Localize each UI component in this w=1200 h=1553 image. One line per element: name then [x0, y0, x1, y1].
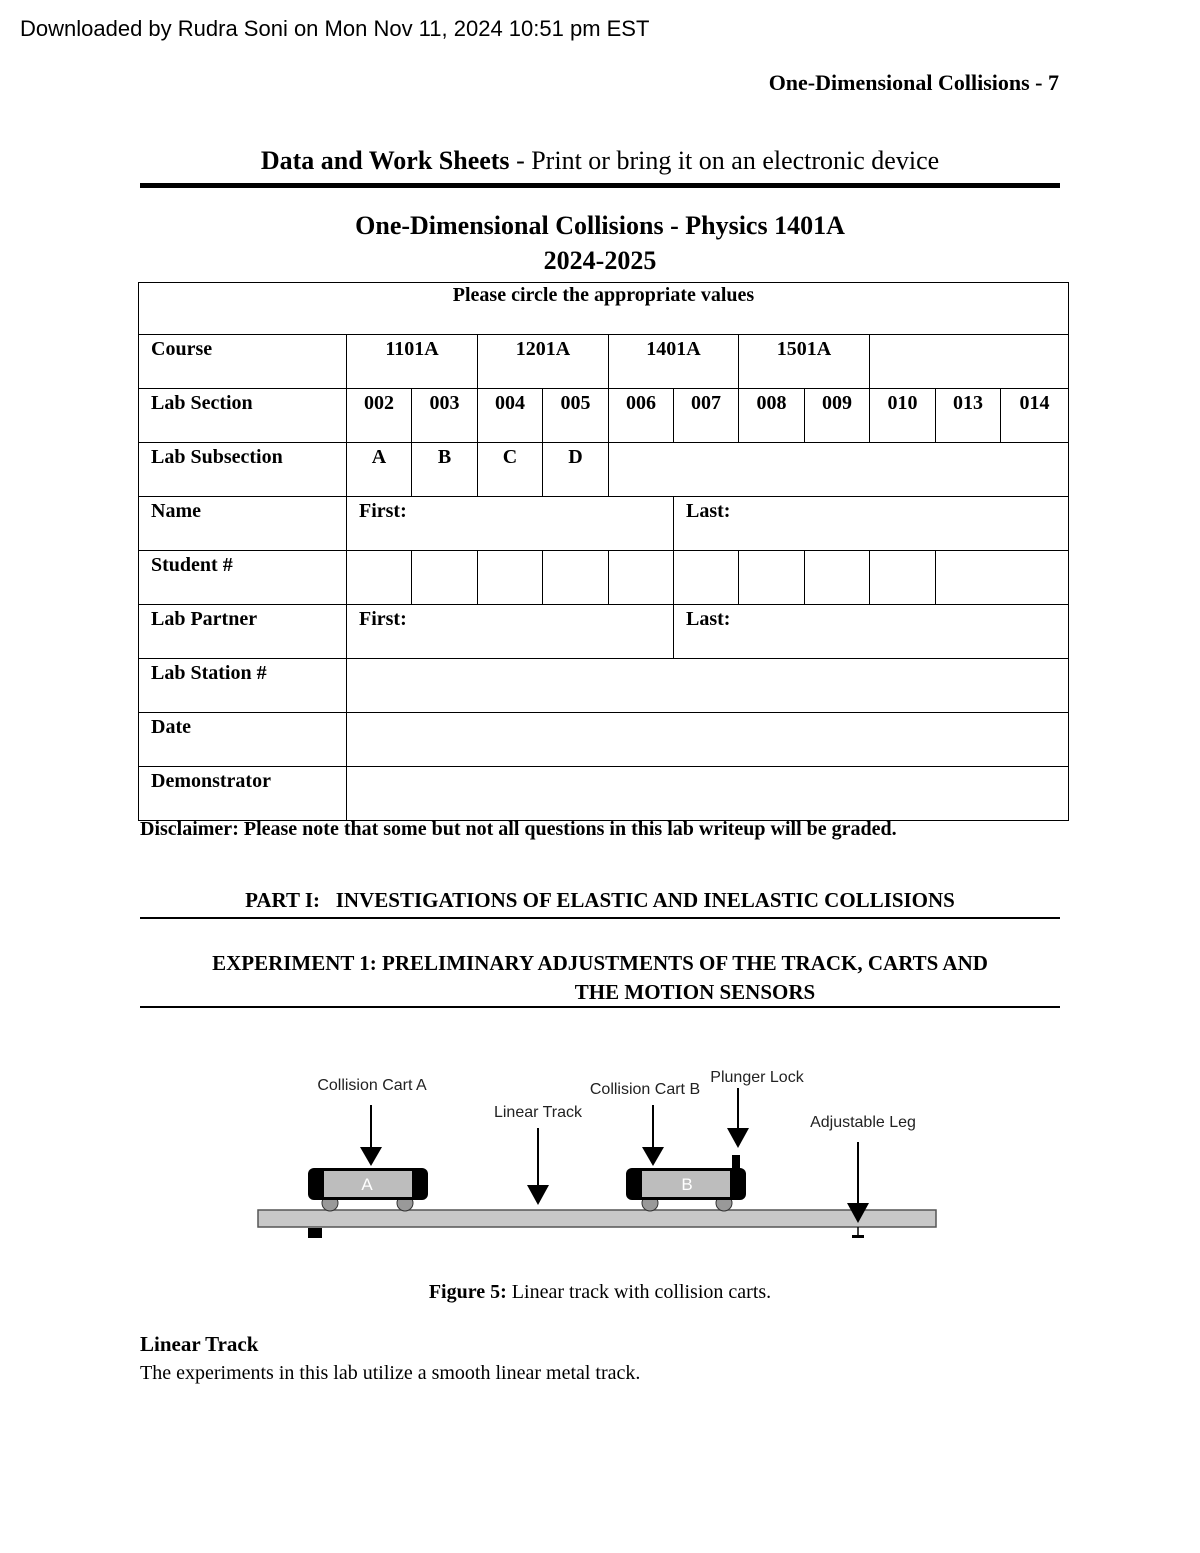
label-cart-a: Collision Cart A [317, 1077, 427, 1094]
section-option[interactable]: 013 [936, 389, 1001, 443]
student-digit-box[interactable] [412, 551, 478, 605]
course-option[interactable]: 1401A [609, 335, 739, 389]
name-label: Name [139, 497, 347, 551]
last-label: Last: [686, 500, 731, 522]
linear-track [258, 1210, 936, 1227]
student-digit-box[interactable] [478, 551, 543, 605]
label-linear-track: Linear Track [493, 1104, 583, 1121]
lab-section-label: Lab Section [139, 389, 347, 443]
student-digit-box[interactable] [543, 551, 609, 605]
cart-b-letter: B [681, 1175, 693, 1194]
linear-track-figure [250, 1060, 950, 1250]
plunger-lock [732, 1155, 740, 1170]
experiment-title [140, 949, 1060, 1007]
figure-caption [140, 1281, 1060, 1304]
partner-first-field[interactable] [347, 605, 674, 659]
course-empty-cell [870, 335, 1069, 389]
course-row [139, 335, 1069, 389]
figure-caption-strong: Figure 5: [428, 1281, 507, 1303]
disclaimer: Disclaimer: Please note that some but not all questions in this lab writeup will be graded. [140, 818, 897, 840]
cart-a [308, 1168, 428, 1211]
experiment-title-line1: EXPERIMENT 1: PRELIMINARY ADJUSTMENTS OF THE TRACK, CARTS AND [212, 951, 988, 975]
label-cart-b: Collision Cart B [589, 1081, 701, 1098]
section-option[interactable]: 008 [739, 389, 805, 443]
demonstrator-row [139, 767, 1069, 821]
figure-arrows [360, 1088, 869, 1223]
lab-partner-label: Lab Partner [139, 605, 347, 659]
lab-partner-row [139, 605, 1069, 659]
sheet-heading-strong: Data and Work Sheets [260, 146, 510, 175]
student-number-row [139, 551, 1069, 605]
student-digit-box[interactable] [936, 551, 1069, 605]
adjustable-leg [852, 1235, 864, 1238]
label-plunger-lock: Plunger Lock [710, 1069, 804, 1086]
student-digit-box[interactable] [805, 551, 870, 605]
section-option[interactable]: 007 [674, 389, 739, 443]
subsection-option[interactable]: A [347, 443, 412, 497]
lab-station-label: Lab Station # [139, 659, 347, 713]
demonstrator-field[interactable] [347, 767, 1069, 821]
lab-subsection-label: Lab Subsection [139, 443, 347, 497]
part-rule [140, 917, 1060, 919]
download-banner: Downloaded by Rudra Soni on Mon Nov 11, 2024 10:51 pm EST [20, 16, 650, 41]
date-row [139, 713, 1069, 767]
course-option[interactable]: 1201A [478, 335, 609, 389]
label-adjustable-leg: Adjustable Leg [810, 1114, 916, 1131]
lab-station-field[interactable] [347, 659, 1069, 713]
student-digit-box[interactable] [739, 551, 805, 605]
student-number-label: Student # [139, 551, 347, 605]
section-option[interactable]: 010 [870, 389, 936, 443]
form-title [140, 208, 1060, 278]
first-label: First: [359, 500, 407, 522]
experiment-rule [140, 1006, 1060, 1008]
course-option[interactable]: 1101A [347, 335, 478, 389]
part-title: PART I: INVESTIGATIONS OF ELASTIC AND INELASTIC COLLISIONS [245, 888, 955, 912]
course-label: Course [139, 335, 347, 389]
section-option[interactable]: 006 [609, 389, 674, 443]
section-title: Linear Track [140, 1332, 259, 1356]
sheet-heading [140, 146, 1060, 176]
date-label: Date [139, 713, 347, 767]
cart-b [626, 1155, 746, 1211]
subsection-empty-cell [609, 443, 1069, 497]
section-option[interactable]: 004 [478, 389, 543, 443]
course-option[interactable]: 1501A [739, 335, 870, 389]
student-digit-box[interactable] [609, 551, 674, 605]
lab-section-row [139, 389, 1069, 443]
first-label: First: [359, 608, 407, 630]
running-header: One-Dimensional Collisions - 7 [768, 70, 1059, 95]
experiment-title-line2: THE MOTION SENSORS [574, 980, 816, 1004]
student-info-form [138, 282, 1069, 821]
section-option[interactable]: 009 [805, 389, 870, 443]
lab-subsection-row [139, 443, 1069, 497]
subsection-option[interactable]: C [478, 443, 543, 497]
sheet-heading-rest: - Print or bring it on an electronic device [509, 146, 940, 175]
section-option[interactable]: 014 [1001, 389, 1069, 443]
cart-a-letter: A [361, 1175, 373, 1194]
student-digit-box[interactable] [347, 551, 412, 605]
name-row [139, 497, 1069, 551]
subsection-option[interactable]: B [412, 443, 478, 497]
subsection-option[interactable]: D [543, 443, 609, 497]
track-foot [308, 1228, 322, 1238]
student-digit-box[interactable] [674, 551, 739, 605]
name-last-field[interactable] [674, 497, 1069, 551]
demonstrator-label: Demonstrator [139, 767, 347, 821]
date-field[interactable] [347, 713, 1069, 767]
student-digit-box[interactable] [870, 551, 936, 605]
section-option[interactable]: 003 [412, 389, 478, 443]
heading-rule [140, 183, 1060, 188]
partner-last-field[interactable] [674, 605, 1069, 659]
section-option[interactable]: 002 [347, 389, 412, 443]
section-option[interactable]: 005 [543, 389, 609, 443]
section-body: The experiments in this lab utilize a smooth linear metal track. [140, 1362, 641, 1384]
lab-station-row [139, 659, 1069, 713]
form-instruction: Please circle the appropriate values [139, 283, 1069, 335]
name-first-field[interactable] [347, 497, 674, 551]
form-title-line1: One-Dimensional Collisions - Physics 1401A [355, 211, 845, 240]
figure-caption-rest: Linear track with collision carts. [506, 1281, 772, 1303]
form-title-line2: 2024-2025 [543, 246, 657, 275]
last-label: Last: [686, 608, 731, 630]
